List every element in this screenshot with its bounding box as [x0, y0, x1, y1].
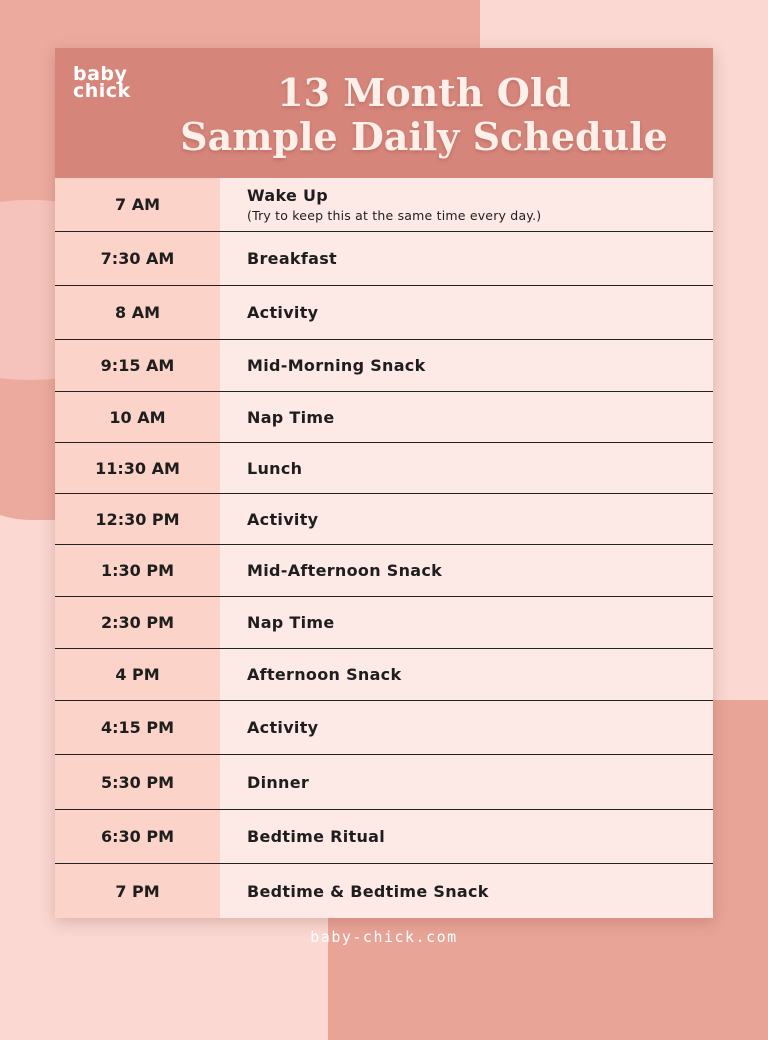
activity-note: (Try to keep this at the same time every day.) — [247, 208, 542, 223]
schedule-row — [55, 810, 713, 864]
schedule-activity: Lunch — [247, 458, 303, 478]
schedule-row — [55, 755, 713, 810]
schedule-activity: Activity — [247, 509, 319, 529]
page-title-line-1: 13 Month Old — [277, 70, 571, 115]
schedule-time: 7 AM — [55, 178, 220, 231]
schedule-row — [55, 864, 713, 918]
schedule-time: 7 PM — [55, 864, 220, 918]
schedule-activity: Nap Time — [247, 613, 335, 632]
brand-logo — [73, 63, 131, 102]
schedule-activity — [220, 178, 713, 231]
schedule-activity: Afternoon Snack — [247, 665, 402, 684]
footer-site-url: baby-chick.com — [310, 928, 458, 946]
schedule-header — [55, 48, 713, 178]
schedule-row — [55, 701, 713, 755]
schedule-time: 8 AM — [55, 286, 220, 339]
schedule-time: 5:30 PM — [55, 755, 220, 809]
schedule-row — [55, 494, 713, 545]
schedule-time: 12:30 PM — [55, 494, 220, 544]
schedule-activity: Bedtime Ritual — [247, 827, 386, 846]
schedule-row — [55, 340, 713, 392]
schedule-time: 2:30 PM — [55, 597, 220, 648]
schedule-row — [55, 392, 713, 443]
schedule-time: 4:15 PM — [55, 701, 220, 754]
schedule-table — [55, 178, 713, 918]
schedule-time: 4 PM — [55, 649, 220, 700]
schedule-row — [55, 286, 713, 340]
schedule-row — [55, 178, 713, 232]
schedule-row — [55, 649, 713, 701]
schedule-time: 10 AM — [55, 392, 220, 442]
schedule-row — [55, 597, 713, 649]
schedule-activity: Mid-Afternoon Snack — [247, 561, 443, 580]
schedule-activity: Nap Time — [247, 407, 335, 427]
schedule-activity: Mid-Morning Snack — [247, 356, 426, 375]
schedule-row — [55, 232, 713, 286]
schedule-row — [55, 443, 713, 494]
activity-label: Wake Up — [247, 186, 329, 205]
schedule-time: 1:30 PM — [55, 545, 220, 596]
schedule-activity: Activity — [247, 303, 319, 322]
schedule-activity: Bedtime & Bedtime Snack — [247, 881, 489, 901]
schedule-activity: Activity — [247, 718, 319, 737]
schedule-activity: Breakfast — [247, 249, 338, 268]
schedule-time: 6:30 PM — [55, 810, 220, 863]
schedule-time: 11:30 AM — [55, 443, 220, 493]
logo-line-2: chick — [73, 80, 131, 102]
logo-line-1: baby — [73, 63, 128, 85]
schedule-time: 7:30 AM — [55, 232, 220, 285]
schedule-activity: Dinner — [247, 772, 310, 792]
schedule-row — [55, 545, 713, 597]
schedule-card — [55, 48, 713, 918]
page-title-line-2: Sample Daily Schedule — [180, 114, 668, 159]
schedule-time: 9:15 AM — [55, 340, 220, 391]
